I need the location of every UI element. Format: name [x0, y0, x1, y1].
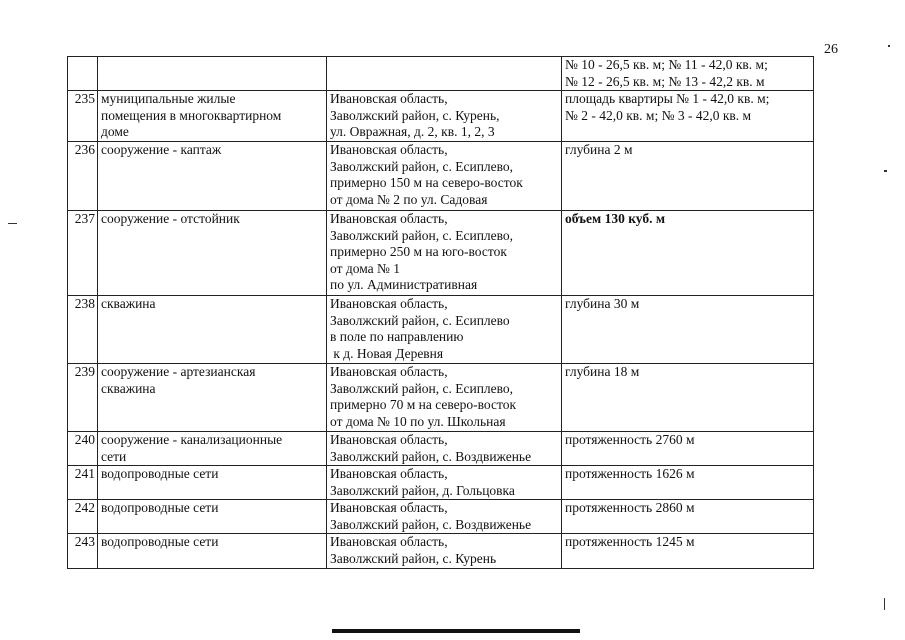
object-characteristic: объем 130 куб. м [562, 211, 814, 296]
object-name: водопроводные сети [98, 466, 327, 500]
object-characteristic: протяженность 2860 м [562, 500, 814, 534]
object-characteristic: протяженность 2760 м [562, 432, 814, 466]
row-number: 237 [68, 211, 98, 296]
object-name: сооружение - артезианская скважина [98, 364, 327, 432]
page-number: 26 [824, 42, 838, 57]
scan-mark [8, 223, 17, 224]
object-address [327, 57, 562, 91]
object-address: Ивановская область, Заволжский район, с. Воздвиженье [327, 432, 562, 466]
row-number [68, 57, 98, 91]
object-name: сооружение - каптаж [98, 142, 327, 211]
object-address: Ивановская область, Заволжский район, с. Есиплево, примерно 250 м на юго-восток от дома № 1 по ул. Административная [327, 211, 562, 296]
object-address: Ивановская область, Заволжский район, с. Курень, ул. Овражная, д. 2, кв. 1, 2, 3 [327, 91, 562, 142]
object-name: муниципальные жилые помещения в многоквартирном доме [98, 91, 327, 142]
object-characteristic: № 10 - 26,5 кв. м; № 11 - 42,0 кв. м; № 12 - 26,5 кв. м; № 13 - 42,2 кв. м [562, 57, 814, 91]
row-number: 243 [68, 534, 98, 569]
object-characteristic: глубина 2 м [562, 142, 814, 211]
object-characteristic: протяженность 1626 м [562, 466, 814, 500]
scan-mark [884, 170, 887, 172]
object-address: Ивановская область, Заволжский район, д. Гольцовка [327, 466, 562, 500]
row-number: 240 [68, 432, 98, 466]
table-row [68, 142, 814, 211]
object-name: сооружение - канализационные сети [98, 432, 327, 466]
object-characteristic: глубина 30 м [562, 296, 814, 364]
object-address: Ивановская область, Заволжский район, с. Воздвиженье [327, 500, 562, 534]
object-address: Ивановская область, Заволжский район, с. Курень [327, 534, 562, 569]
bottom-rule [332, 629, 580, 633]
table-row [68, 432, 814, 466]
object-characteristic: площадь квартиры № 1 - 42,0 кв. м; № 2 - 42,0 кв. м; № 3 - 42,0 кв. м [562, 91, 814, 142]
table-row [68, 296, 814, 364]
scan-mark [884, 598, 885, 610]
object-name [98, 57, 327, 91]
object-address: Ивановская область, Заволжский район, с. Есиплево, примерно 70 м на северо-восток от дома № 10 по ул. Школьная [327, 364, 562, 432]
registry-table [67, 56, 814, 569]
object-name: водопроводные сети [98, 534, 327, 569]
row-number: 238 [68, 296, 98, 364]
table-row [68, 211, 814, 296]
table-row [68, 534, 814, 569]
table-row [68, 364, 814, 432]
table-row [68, 466, 814, 500]
table-row [68, 500, 814, 534]
table-row [68, 91, 814, 142]
row-number: 236 [68, 142, 98, 211]
row-number: 239 [68, 364, 98, 432]
object-name: скважина [98, 296, 327, 364]
row-number: 242 [68, 500, 98, 534]
row-number: 235 [68, 91, 98, 142]
object-address: Ивановская область, Заволжский район, с. Есиплево в поле по направлению к д. Новая Деревня [327, 296, 562, 364]
scan-mark [888, 45, 890, 47]
object-name: сооружение - отстойник [98, 211, 327, 296]
object-characteristic: протяженность 1245 м [562, 534, 814, 569]
table-row [68, 57, 814, 91]
object-address: Ивановская область, Заволжский район, с. Есиплево, примерно 150 м на северо-восток от дома № 2 по ул. Садовая [327, 142, 562, 211]
object-name: водопроводные сети [98, 500, 327, 534]
row-number: 241 [68, 466, 98, 500]
object-characteristic: глубина 18 м [562, 364, 814, 432]
